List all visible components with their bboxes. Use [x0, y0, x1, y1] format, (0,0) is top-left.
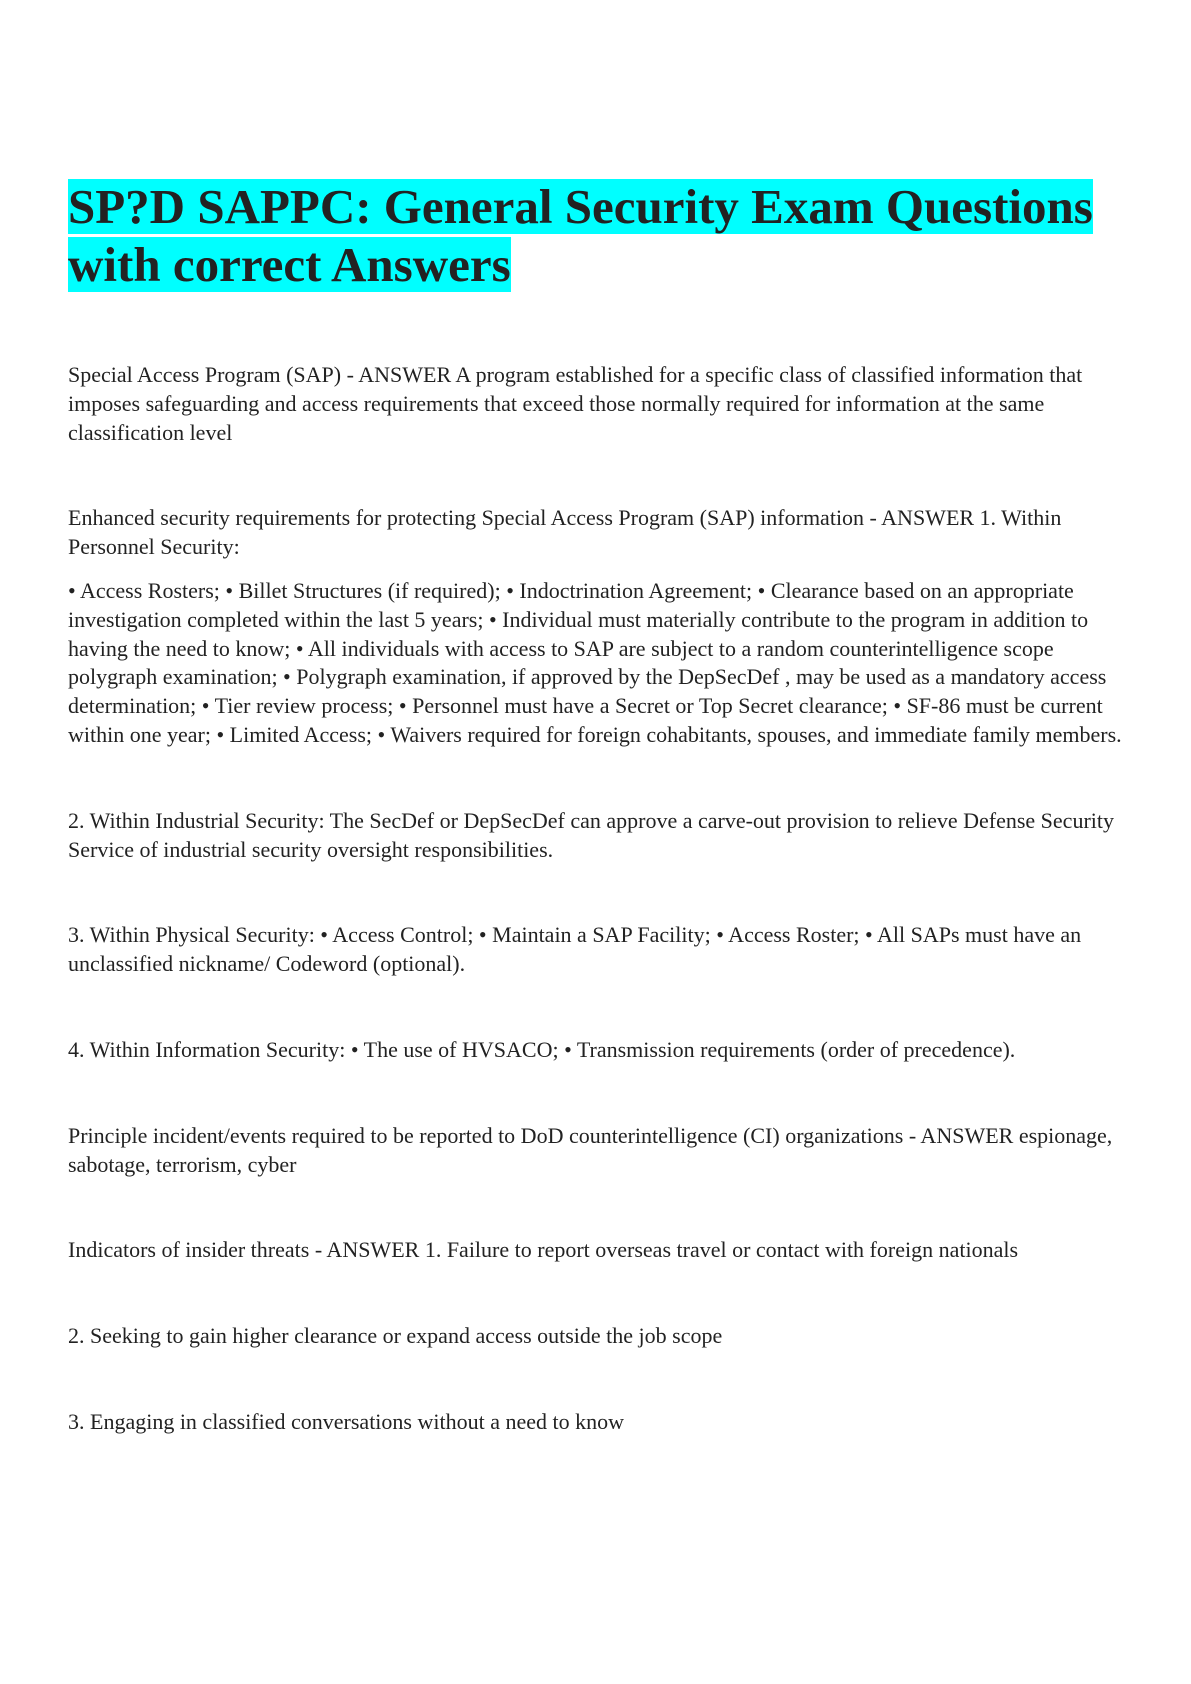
paragraph-ci-incidents: Principle incident/events required to be reported to DoD counterintelligence (CI) organizations - ANSWER espionage, sabotage, terrorism, cyber	[68, 1122, 1113, 1177]
paragraph-physical-security: 3. Within Physical Security: • Access Control; • Maintain a SAP Facility; • Access Roster; • All SAPs must have an unclassified nickname/ Codeword (optional).	[68, 922, 1082, 977]
paragraph-insider-threats: Indicators of insider threats - ANSWER 1. Failure to report overseas travel or contact with foreign nationals	[68, 1237, 1019, 1263]
document-title	[68, 178, 1128, 294]
paragraph-information-security: 4. Within Information Security: • The use of HVSACO; • Transmission requirements (order of precedence).	[68, 1036, 1016, 1062]
paragraph-indicator-3: 3. Engaging in classified conversations without a need to know	[68, 1408, 624, 1434]
paragraph-personnel-security-list: • Access Rosters; • Billet Structures (if required); • Indoctrination Agreement; • Clearance based on an appropriate investigation completed within the last 5 years; • Individual must materially contribute to the program in addition to having the need to know; • All individuals with access to SAP are subject to a random counterintelligence scope polygraph examination; • Polygraph examination, if approved by the DepSecDef , may be used as a mandatory access determination; • Tier review process; • Personnel must have a Secret or Top Secret clearance; • SF-86 must be current within one year; • Limited Access; • Waivers required for foreign cohabitants, spouses, and immediate family members.	[68, 577, 1122, 747]
paragraph-indicator-2: 2. Seeking to gain higher clearance or expand access outside the job scope	[68, 1323, 723, 1349]
title-line-1: SP?D SAPPC: General Security Exam Questions	[68, 179, 1093, 234]
paragraph-industrial-security: 2. Within Industrial Security: The SecDef or DepSecDef can approve a carve-out provision to relieve Defense Security Service of industrial security oversight responsibilities.	[68, 807, 1114, 862]
paragraph-sap-definition: Special Access Program (SAP) - ANSWER A program established for a specific class of classified information that imposes safeguarding and access requirements that exceed those normally required for information at the same classification level	[68, 362, 1083, 445]
paragraph-enhanced-requirements: Enhanced security requirements for protecting Special Access Program (SAP) information - ANSWER 1. Within Personnel Security:	[68, 505, 1062, 560]
document-page	[68, 178, 1128, 1437]
title-line-2: with correct Answers	[68, 237, 511, 292]
